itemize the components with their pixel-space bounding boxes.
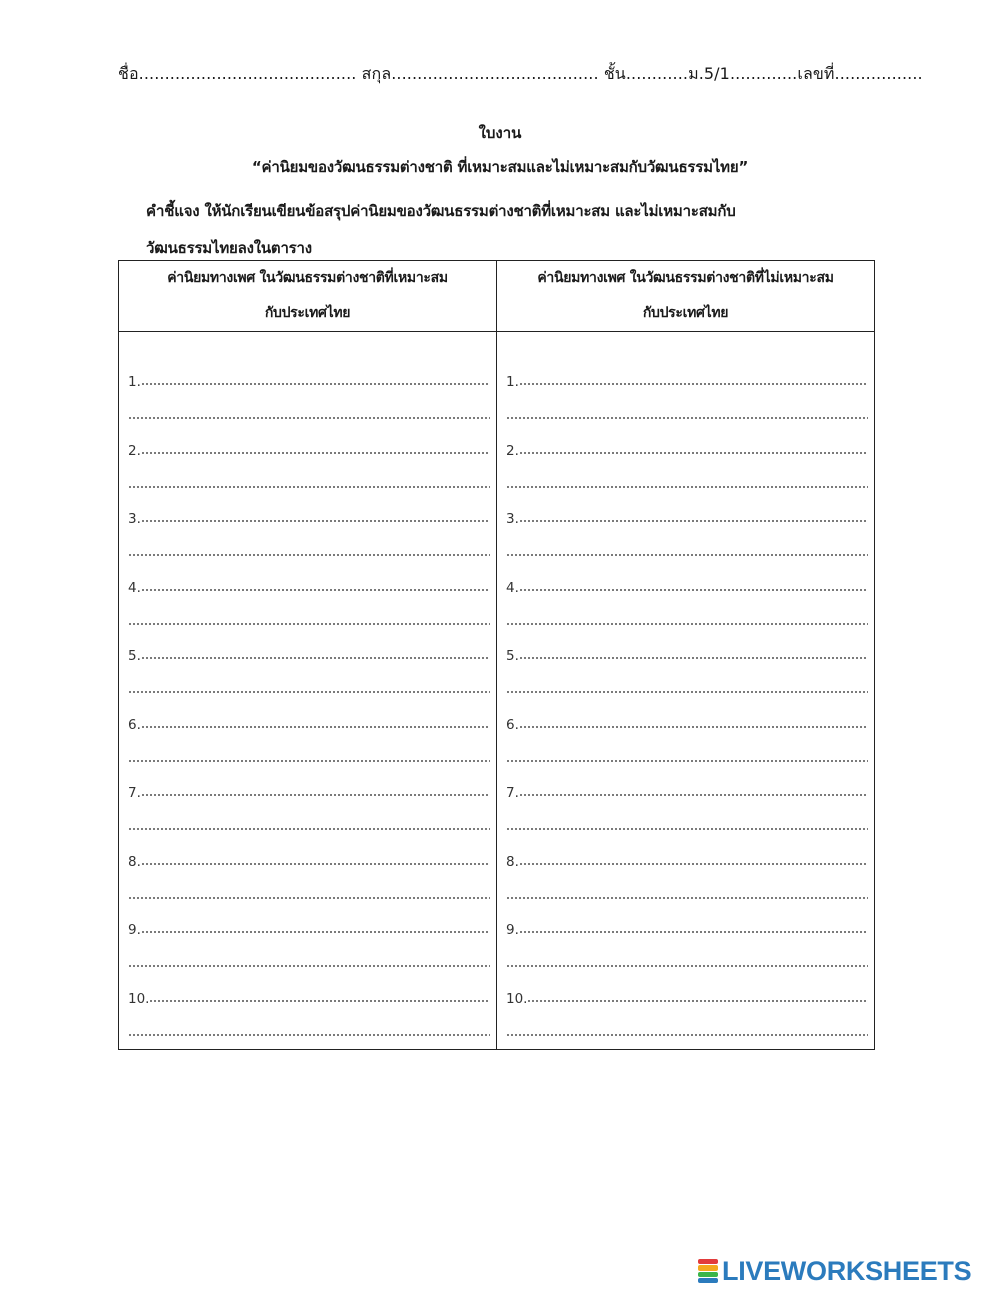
- dotted-line: [141, 793, 490, 797]
- dotted-line: [128, 690, 490, 694]
- right-answer-item: [506, 846, 868, 915]
- dotted-line: [128, 553, 490, 557]
- instruction-line-1: คำชี้แจง ให้นักเรียนเขียนข้อสรุปค่านิยมของวัฒนธรรมต่างชาติที่เหมาะสม และไม่เหมาะสมกับ: [146, 202, 736, 220]
- dotted-line: [519, 382, 868, 386]
- right-answer-line[interactable]: [506, 846, 868, 870]
- dotted-line: [506, 964, 868, 968]
- item-number: 8.: [128, 853, 141, 870]
- left-answer-line[interactable]: [128, 948, 490, 972]
- right-answer-item: [506, 572, 868, 641]
- left-answer-line[interactable]: [128, 846, 490, 870]
- dotted-line: [128, 759, 490, 763]
- right-header-line-1: ค่านิยมทางเพศ ในวัฒนธรรมต่างชาติที่ไม่เหมาะสม: [537, 270, 834, 286]
- dotted-line: [141, 725, 490, 729]
- right-answer-item: [506, 777, 868, 846]
- logo-block-1: [698, 1259, 718, 1264]
- right-answer-line[interactable]: [506, 674, 868, 698]
- item-number: 10.: [128, 990, 150, 1007]
- left-answer-line[interactable]: [128, 469, 490, 493]
- item-number: 3.: [128, 511, 141, 527]
- left-answer-item: [128, 435, 490, 504]
- left-answer-line[interactable]: [128, 640, 490, 664]
- right-answer-line[interactable]: [506, 880, 868, 904]
- left-answer-item: [128, 503, 490, 572]
- item-number: 3.: [506, 511, 519, 527]
- item-number: 8.: [506, 853, 519, 870]
- dotted-line: [519, 793, 868, 797]
- right-answer-line[interactable]: [506, 914, 868, 938]
- dotted-line: [506, 553, 868, 557]
- left-answer-item: [128, 640, 490, 709]
- column-divider: [496, 261, 497, 1049]
- header-divider: [119, 331, 874, 332]
- logo-mark-icon: [698, 1259, 718, 1283]
- right-answer-line[interactable]: [506, 503, 868, 527]
- dotted-line: [141, 930, 490, 934]
- right-answer-line[interactable]: [506, 537, 868, 561]
- dotted-line: [527, 999, 868, 1003]
- dotted-line: [128, 416, 490, 420]
- left-answer-line[interactable]: [128, 777, 490, 801]
- dotted-line: [506, 485, 868, 489]
- left-answer-line[interactable]: [128, 983, 490, 1007]
- left-answer-item: [128, 846, 490, 915]
- right-answer-item: [506, 366, 868, 435]
- item-number: 1.: [128, 374, 141, 390]
- left-answer-item: [128, 709, 490, 778]
- dotted-line: [141, 382, 490, 386]
- item-number: 9.: [506, 922, 519, 938]
- dotted-line: [519, 725, 868, 729]
- right-answer-line[interactable]: [506, 709, 868, 733]
- dotted-line: [128, 622, 490, 626]
- dotted-line: [506, 759, 868, 763]
- right-answer-line[interactable]: [506, 743, 868, 767]
- item-number: 2.: [128, 442, 141, 459]
- dotted-line: [141, 451, 490, 455]
- left-answer-item: [128, 777, 490, 846]
- item-number: 7.: [506, 785, 519, 801]
- left-answer-line[interactable]: [128, 572, 490, 596]
- dotted-line: [519, 862, 868, 866]
- item-number: 4.: [128, 579, 141, 596]
- right-answer-item: [506, 640, 868, 709]
- right-answer-item: [506, 914, 868, 983]
- right-answer-item: [506, 503, 868, 572]
- left-answer-item: [128, 366, 490, 435]
- dotted-line: [141, 862, 490, 866]
- dotted-line: [141, 519, 490, 523]
- dotted-line: [506, 1033, 868, 1037]
- right-answer-line[interactable]: [506, 777, 868, 801]
- dotted-line: [506, 896, 868, 900]
- dotted-line: [519, 930, 868, 934]
- item-number: 1.: [506, 374, 519, 390]
- right-answer-line[interactable]: [506, 435, 868, 459]
- right-answer-item: [506, 435, 868, 504]
- left-answer-item: [128, 983, 490, 1052]
- dotted-line: [149, 999, 490, 1003]
- dotted-line: [506, 690, 868, 694]
- dotted-line: [128, 827, 490, 831]
- instruction-line-2: วัฒนธรรมไทยลงในตาราง: [146, 239, 312, 257]
- right-answer-line[interactable]: [506, 1017, 868, 1041]
- dotted-line: [141, 588, 490, 592]
- left-answer-item: [128, 572, 490, 641]
- right-answer-line[interactable]: [506, 572, 868, 596]
- item-number: 6.: [128, 716, 141, 733]
- right-answer-line[interactable]: [506, 469, 868, 493]
- item-number: 5.: [128, 648, 141, 664]
- left-header-line-1: ค่านิยมทางเพศ ในวัฒนธรรมต่างชาติที่เหมาะสม: [167, 270, 448, 286]
- left-answer-line[interactable]: [128, 674, 490, 698]
- left-answer-line[interactable]: [128, 606, 490, 630]
- left-answer-line[interactable]: [128, 811, 490, 835]
- right-answer-line[interactable]: [506, 606, 868, 630]
- right-answer-line[interactable]: [506, 948, 868, 972]
- dotted-line: [506, 622, 868, 626]
- dotted-line: [519, 451, 868, 455]
- left-answer-line[interactable]: [128, 435, 490, 459]
- left-column-header: [119, 261, 496, 331]
- left-answer-line[interactable]: [128, 880, 490, 904]
- right-answer-line[interactable]: [506, 983, 868, 1007]
- instruction: [146, 193, 866, 267]
- item-number: 7.: [128, 785, 141, 801]
- left-answer-line[interactable]: [128, 503, 490, 527]
- dotted-line: [128, 1033, 490, 1037]
- worksheet-subtitle: “ค่านิยมของวัฒนธรรมต่างชาติ ที่เหมาะสมและไม่เหมาะสมกับวัฒนธรรมไทย”: [251, 158, 749, 176]
- item-number: 10.: [506, 990, 528, 1007]
- logo-block-4: [698, 1278, 718, 1283]
- answer-table: [118, 260, 875, 1050]
- dotted-line: [128, 485, 490, 489]
- right-answer-line[interactable]: [506, 811, 868, 835]
- dotted-line: [141, 656, 490, 660]
- item-number: 2.: [506, 442, 519, 459]
- left-header-line-2: กับประเทศไทย: [264, 305, 351, 321]
- left-answer-line[interactable]: [128, 709, 490, 733]
- dotted-line: [506, 827, 868, 831]
- item-number: 6.: [506, 716, 519, 733]
- right-answer-line[interactable]: [506, 366, 868, 390]
- dotted-line: [128, 964, 490, 968]
- left-answer-line[interactable]: [128, 366, 490, 390]
- right-answer-lines: [506, 366, 868, 1051]
- left-answer-item: [128, 914, 490, 983]
- dotted-line: [506, 416, 868, 420]
- right-answer-line[interactable]: [506, 640, 868, 664]
- left-answer-line[interactable]: [128, 1017, 490, 1041]
- item-number: 9.: [128, 922, 141, 938]
- left-answer-line[interactable]: [128, 537, 490, 561]
- student-info-line: ชื่อ.......................................... สกุล........................................ ชั้น............ม.5/1.............เลขที่.................: [118, 64, 923, 83]
- right-column-header: [497, 261, 874, 331]
- right-header-line-2: กับประเทศไทย: [642, 305, 729, 321]
- left-answer-lines: [128, 366, 490, 1051]
- right-answer-line[interactable]: [506, 400, 868, 424]
- item-number: 4.: [506, 579, 519, 596]
- logo-block-3: [698, 1272, 718, 1277]
- logo-block-2: [698, 1265, 718, 1270]
- dotted-line: [519, 656, 868, 660]
- logo-text: LIVEWORKSHEETS: [722, 1255, 972, 1286]
- left-answer-line[interactable]: [128, 914, 490, 938]
- worksheet-title: ใบงาน: [478, 124, 522, 142]
- dotted-line: [519, 519, 868, 523]
- dotted-line: [519, 588, 868, 592]
- left-answer-line[interactable]: [128, 400, 490, 424]
- dotted-line: [128, 896, 490, 900]
- liveworksheets-logo: [698, 1257, 971, 1285]
- right-answer-item: [506, 709, 868, 778]
- right-answer-item: [506, 983, 868, 1052]
- left-answer-line[interactable]: [128, 743, 490, 767]
- item-number: 5.: [506, 648, 519, 664]
